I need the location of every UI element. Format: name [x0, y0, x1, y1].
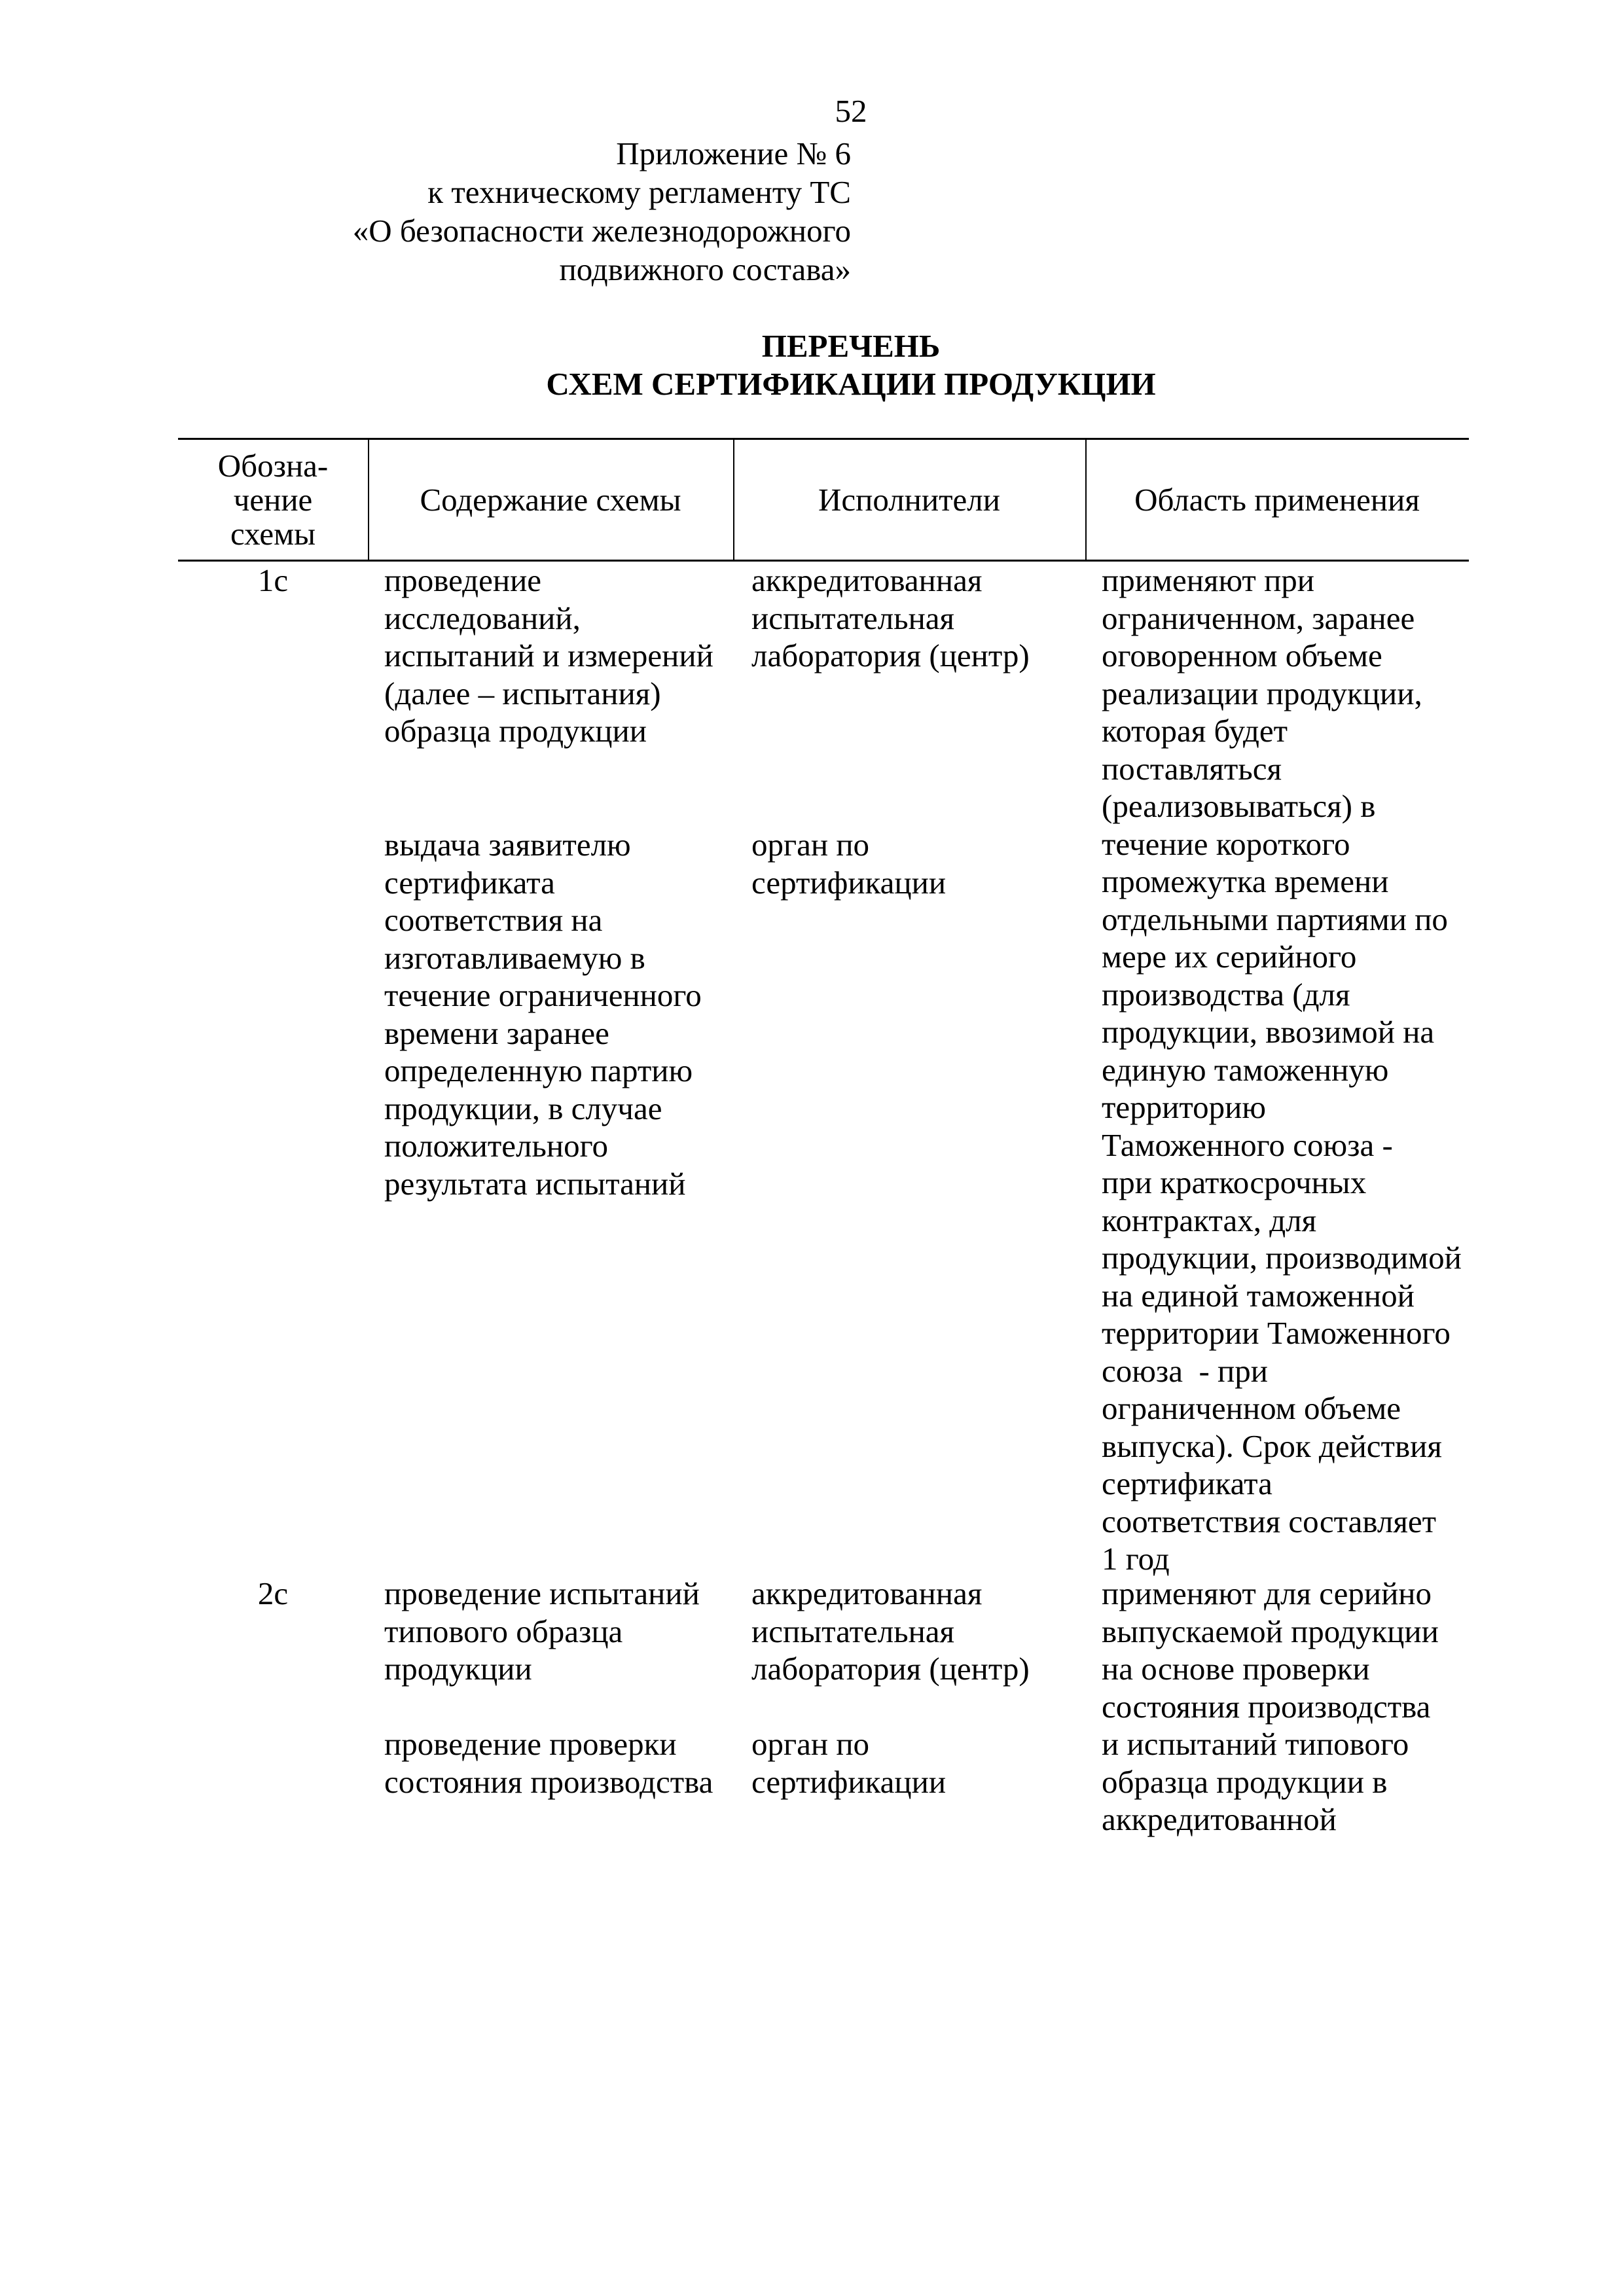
- title-line: СХЕМ СЕРТИФИКАЦИИ ПРОДУКЦИИ: [546, 366, 1156, 402]
- title-line: ПЕРЕЧЕНЬ: [761, 328, 941, 364]
- scheme-content: проведение исследований, испытаний и измерений (далее – испытания) образца продукции: [384, 562, 713, 749]
- appendix-line: подвижного состава»: [559, 251, 851, 287]
- scheme-content: выдача заявителю сертификата соответствия на изготавливаемую в течение ограниченного времени заранее определенную партию продукции, в случае положительного результата испытаний: [384, 827, 702, 1202]
- scheme-code: 2с: [257, 1575, 289, 1611]
- certification-schemes-table: [178, 438, 1469, 562]
- scheme-scope: применяют для серийно выпускаемой продукции на основе проверки состояния производства и испытаний типового образца продукции в аккредитованной: [1102, 1575, 1439, 1837]
- header-executors: Исполнители: [818, 481, 1000, 518]
- appendix-line: «О безопасности железнодорожного: [352, 213, 851, 249]
- document-title: [196, 327, 1506, 403]
- scheme-scope: применяют при ограниченном, заранее оговоренном объеме реализации продукции, которая будет поставляться (реализовываться) в течение короткого промежутка времени отдельными партиями по мере их серийного производства (для продукции, ввозимой на единую таможенную территорию Таможенного союза - при краткосрочных контрактах, для продукции, производимой на единой таможенной территории Таможенного союза - при ограниченном объеме выпуска). Срок действия сертификата соответствия составляет 1 год: [1102, 562, 1462, 1577]
- scheme-executor: орган по сертификации: [751, 827, 947, 901]
- appendix-header: [196, 134, 851, 289]
- header-content: Содержание схемы: [420, 481, 681, 518]
- scheme-executor: аккредитованная испытательная лаборатория (центр): [751, 1575, 1030, 1687]
- appendix-line: Приложение № 6: [616, 135, 851, 171]
- page-number: 52: [835, 93, 867, 129]
- scheme-content: проведение испытаний типового образца продукции: [384, 1575, 700, 1687]
- header-code: Обозна- чение схемы: [217, 447, 329, 552]
- appendix-line: к техническому регламенту ТС: [427, 174, 851, 210]
- scheme-content: проведение проверки состояния производства: [384, 1726, 713, 1800]
- table-header-row: [178, 438, 1469, 562]
- scheme-code: 1с: [257, 562, 289, 598]
- header-scope: Область применения: [1134, 481, 1420, 518]
- scheme-executor: орган по сертификации: [751, 1726, 947, 1800]
- scheme-executor: аккредитованная испытательная лаборатория (центр): [751, 562, 1030, 673]
